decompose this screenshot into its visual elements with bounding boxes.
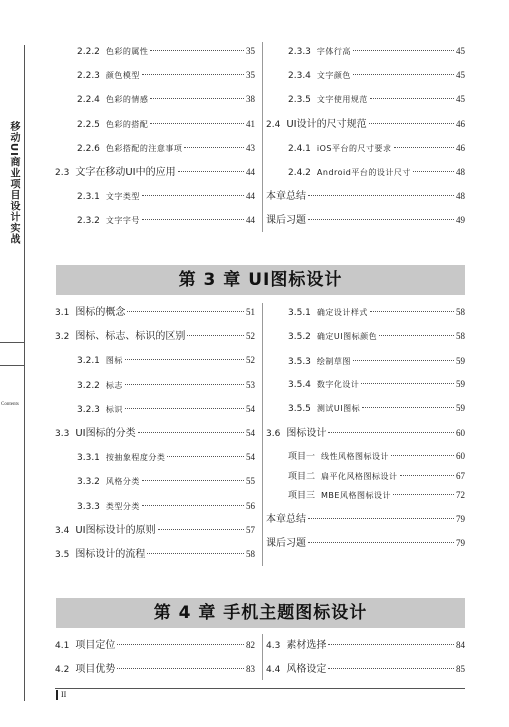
dot-leader	[142, 480, 244, 481]
toc-entry[interactable]	[288, 139, 465, 157]
toc-entry-number: 3.2.1	[77, 356, 100, 367]
toc-entry-page: 52	[246, 355, 255, 366]
toc-entry-title: 确定UI图标颜色	[316, 332, 378, 341]
dot-leader	[353, 50, 454, 51]
toc-entry-number: 3.3.1	[77, 453, 100, 464]
toc-entry-page: 58	[456, 307, 465, 317]
toc-entry-title: 风格分类	[105, 477, 140, 487]
toc-entry-number: 项目一	[288, 452, 316, 462]
toc-entry[interactable]	[288, 303, 465, 321]
dot-leader	[400, 475, 454, 476]
dot-leader	[353, 74, 454, 75]
contents-label: Contents	[1, 402, 19, 407]
toc-entry-number: 3.1	[55, 308, 70, 318]
toc-entry-number: 4.2	[55, 665, 70, 675]
toc-entry-number: 2.3.2	[77, 216, 100, 227]
dot-leader	[393, 494, 454, 495]
toc-entry-page: 59	[456, 403, 465, 413]
toc-entry-number: 2.4	[266, 119, 281, 130]
dot-leader	[147, 553, 244, 554]
toc-entry-page: 79	[456, 514, 465, 524]
dot-leader	[150, 98, 244, 99]
toc-entry[interactable]	[77, 351, 255, 369]
toc-entry[interactable]	[77, 376, 255, 394]
toc-entry-page: 35	[246, 46, 255, 56]
toc-entry-title: 线性风格图标设计	[321, 452, 390, 461]
toc-entry[interactable]	[55, 660, 255, 678]
toc-entry[interactable]	[288, 352, 465, 370]
page-number: II	[56, 690, 66, 700]
toc-entry-number: 4.3	[266, 641, 281, 651]
toc-entry[interactable]	[266, 187, 465, 205]
toc-entry-title: iOS平台的尺寸要求	[316, 143, 392, 153]
toc-entry-title: 标志	[105, 380, 123, 390]
toc-entry[interactable]	[288, 42, 465, 60]
toc-entry-page: 85	[456, 664, 465, 674]
toc-entry[interactable]	[266, 534, 465, 552]
toc-entry-title: 文字字号	[105, 216, 140, 226]
toc-entry[interactable]	[77, 472, 255, 490]
dot-leader	[142, 219, 244, 220]
toc-entry-number: 2.2.5	[77, 119, 100, 130]
toc-entry-number: 项目二	[288, 472, 316, 482]
toc-entry-page: 60	[456, 428, 465, 438]
toc-entry[interactable]	[55, 424, 255, 442]
toc-entry[interactable]	[266, 636, 465, 654]
toc-entry-number: 2.3.1	[77, 192, 100, 203]
toc-entry-title: 素材选择	[286, 640, 327, 651]
toc-entry-title: 标识	[105, 404, 123, 414]
toc-entry-page: 67	[456, 471, 465, 481]
toc-entry-number: 项目三	[288, 491, 316, 501]
toc-entry-page: 56	[246, 500, 255, 511]
toc-entry-title: UI设计的尺寸规范	[286, 118, 367, 130]
toc-entry-page: 44	[246, 191, 255, 202]
side-divider-top	[0, 342, 24, 343]
toc-entry-number: 2.4.1	[288, 143, 311, 154]
toc-entry-page: 54	[246, 452, 255, 463]
dot-leader	[362, 407, 454, 408]
dot-leader	[150, 123, 244, 124]
toc-entry-page: 46	[456, 142, 465, 153]
toc-entry-page: 59	[456, 356, 465, 366]
toc-entry-number: 2.3.4	[288, 71, 311, 82]
dot-leader	[308, 219, 454, 220]
toc-entry[interactable]	[266, 660, 465, 678]
toc-entry[interactable]	[266, 211, 465, 229]
toc-entry-number: 2.2.3	[77, 71, 100, 82]
toc-entry[interactable]	[77, 400, 255, 418]
dot-leader	[117, 644, 244, 645]
toc-entry-page: 35	[246, 70, 255, 81]
toc-entry[interactable]	[55, 163, 255, 181]
toc-entry-page: 44	[246, 215, 255, 226]
dot-leader	[328, 432, 454, 433]
dot-leader	[178, 171, 244, 172]
chapter-3-header: 第 3 章 UI图标设计	[56, 265, 465, 295]
dot-leader	[187, 335, 244, 336]
dot-leader	[142, 195, 244, 196]
toc-entry-page: 48	[456, 167, 465, 177]
toc-entry-page: 52	[246, 331, 255, 342]
toc-entry-number: 3.3	[55, 429, 70, 439]
toc-entry[interactable]	[288, 66, 465, 84]
toc-entry-title: 类型分类	[105, 501, 140, 511]
toc-entry-page: 49	[456, 215, 465, 226]
dot-leader	[370, 311, 454, 312]
toc-entry-page: 41	[246, 118, 255, 129]
toc-entry-page: 54	[246, 428, 255, 438]
toc-entry-title: 项目优势	[75, 664, 116, 675]
toc-entry-title: 测试UI图标	[316, 404, 361, 413]
toc-entry-page: 83	[246, 664, 255, 674]
toc-entry-page: 44	[246, 167, 255, 177]
toc-entry-title: 图标设计的流程	[75, 549, 146, 560]
toc-entry-number: 3.2.2	[77, 380, 100, 391]
dot-leader	[328, 668, 454, 669]
toc-entry-page: 43	[246, 142, 255, 153]
dot-leader	[394, 147, 454, 148]
toc-entry-page: 51	[246, 307, 255, 317]
toc-entry-page: 72	[456, 490, 465, 500]
toc-entry-page: 45	[456, 94, 465, 105]
toc-entry-title: 本章总结	[266, 191, 306, 203]
toc-entry-page: 58	[246, 549, 255, 559]
dot-leader	[167, 456, 244, 457]
toc-entry[interactable]	[288, 375, 465, 393]
toc-entry-page: 54	[246, 403, 255, 414]
toc-entry[interactable]	[77, 42, 255, 60]
toc-entry-page: 45	[456, 70, 465, 81]
toc-entry-title: MBE风格图标设计	[321, 491, 391, 500]
toc-entry-title: 确定设计样式	[316, 308, 368, 317]
dot-leader	[308, 542, 454, 543]
toc-entry-title: 文字在移动UI中的应用	[75, 167, 176, 178]
toc-entry-title: 色彩的情感	[105, 95, 149, 105]
toc-entry[interactable]	[266, 115, 465, 133]
toc-entry-title: 色彩的属性	[105, 47, 149, 56]
toc-entry-page: 45	[456, 46, 465, 56]
dot-leader	[370, 98, 454, 99]
toc-entry[interactable]	[55, 327, 255, 345]
toc-entry-title: 图标的概念	[75, 307, 126, 318]
toc-entry[interactable]	[55, 521, 255, 539]
book-title: 移动UI商业项目设计实战	[8, 121, 19, 245]
toc-entry[interactable]	[77, 115, 255, 133]
toc-entry-page: 55	[246, 476, 255, 487]
toc-entry[interactable]	[288, 90, 465, 108]
toc-entry-title: 项目定位	[75, 640, 116, 651]
toc-entry-title: UI图标设计的原则	[75, 524, 156, 536]
toc-entry-page: 46	[456, 118, 465, 129]
toc-entry-page: 84	[456, 640, 465, 650]
toc-entry[interactable]	[288, 163, 465, 181]
toc-entry-number: 3.2	[55, 332, 70, 343]
chapter-4-header: 第 4 章 手机主题图标设计	[56, 598, 465, 628]
toc-entry-title: 本章总结	[266, 514, 306, 525]
toc-entry-number: 3.3.2	[77, 477, 100, 488]
dot-leader	[184, 147, 244, 148]
dot-leader	[308, 518, 454, 519]
toc-entry-title: 文字颜色	[316, 71, 351, 81]
column-divider	[262, 42, 263, 232]
toc-entry-number: 3.5.1	[288, 308, 311, 318]
dot-leader	[379, 335, 454, 336]
toc-entry-number: 3.6	[266, 429, 281, 439]
toc-entry[interactable]	[266, 510, 465, 528]
toc-entry-page: 57	[246, 524, 255, 535]
toc-entry-title: 按抽象程度分类	[105, 453, 166, 463]
dot-leader	[158, 529, 244, 530]
toc-entry-page: 53	[246, 379, 255, 390]
toc-entry[interactable]	[77, 187, 255, 205]
toc-entry[interactable]	[288, 327, 465, 345]
toc-entry[interactable]	[266, 424, 465, 442]
toc-entry-page: 48	[456, 191, 465, 202]
toc-entry-title: 文字类型	[105, 192, 140, 202]
toc-entry-title: 图标	[105, 356, 123, 366]
toc-entry-number: 3.5.4	[288, 380, 311, 390]
toc-entry[interactable]	[55, 636, 255, 654]
toc-entry[interactable]	[77, 497, 255, 515]
toc-entry-number: 2.2.6	[77, 143, 100, 154]
dot-leader	[353, 360, 454, 361]
toc-entry-number: 3.3.3	[77, 501, 100, 512]
toc-entry-number: 2.3.5	[288, 95, 311, 106]
toc-entry-number: 3.2.3	[77, 404, 100, 415]
toc-entry-page: 38	[246, 94, 255, 105]
toc-entry[interactable]	[55, 303, 255, 321]
toc-entry-title: 颜色模型	[105, 71, 140, 81]
toc-entry-number: 3.5.3	[288, 357, 311, 367]
toc-entry-title: 风格设定	[286, 664, 327, 675]
side-margin	[0, 45, 25, 701]
toc-entry-number: 3.5.5	[288, 404, 311, 414]
toc-entry-title: 图标、标志、标识的区别	[75, 331, 186, 343]
dot-leader	[369, 123, 454, 124]
toc-entry-page: 82	[246, 640, 255, 650]
toc-entry-number: 2.2.2	[77, 47, 100, 57]
dot-leader	[142, 74, 244, 75]
dot-leader	[361, 383, 454, 384]
toc-entry-page: 58	[456, 331, 465, 341]
dot-leader	[138, 432, 244, 433]
toc-entry-title: 文字使用规范	[316, 95, 368, 105]
toc-entry-title: Android平台的设计尺寸	[316, 168, 411, 177]
toc-entry-page: 79	[456, 538, 465, 548]
dot-leader	[150, 50, 244, 51]
footer-rule	[55, 688, 465, 689]
toc-entry-title: 绘制草图	[316, 357, 351, 366]
dot-leader	[125, 384, 244, 385]
toc-entry[interactable]	[55, 545, 255, 563]
toc-entry-number: 3.4	[55, 525, 70, 536]
dot-leader	[308, 195, 454, 196]
column-divider	[262, 634, 263, 680]
toc-entry[interactable]	[77, 66, 255, 84]
toc-entry[interactable]	[288, 486, 465, 504]
toc-entry-number: 4.1	[55, 641, 70, 651]
toc-entry-title: UI图标的分类	[75, 428, 136, 439]
toc-entry-number: 3.5	[55, 550, 70, 560]
toc-entry-title: 扁平化风格图标设计	[321, 472, 398, 481]
dot-leader	[413, 171, 454, 172]
toc-entry-number: 2.3	[55, 168, 70, 178]
dot-leader	[328, 644, 454, 645]
toc-entry[interactable]	[77, 90, 255, 108]
toc-entry-title: 色彩的搭配	[105, 119, 149, 129]
toc-entry[interactable]	[77, 211, 255, 229]
toc-entry-number: 3.5.2	[288, 332, 311, 342]
toc-entry-page: 60	[456, 451, 465, 461]
toc-entry-number: 4.4	[266, 665, 281, 675]
dot-leader	[125, 359, 244, 360]
toc-entry-number: 2.4.2	[288, 168, 311, 178]
toc-entry-title: 色彩搭配的注意事项	[105, 143, 183, 153]
toc-entry-title: 课后习题	[266, 538, 306, 549]
toc-entry-number: 2.2.4	[77, 95, 100, 106]
toc-entry-number: 2.3.3	[288, 47, 311, 57]
toc-entry-title: 图标设计	[286, 428, 327, 439]
dot-leader	[142, 505, 244, 506]
toc-entry-title: 课后习题	[266, 215, 306, 227]
toc-entry[interactable]	[288, 447, 465, 465]
dot-leader	[117, 668, 244, 669]
toc-entry[interactable]	[77, 139, 255, 157]
toc-entry[interactable]	[288, 467, 465, 485]
column-divider	[262, 303, 263, 566]
toc-entry-title: 数字化设计	[316, 380, 360, 389]
dot-leader	[127, 311, 244, 312]
toc-entry-page: 59	[456, 379, 465, 389]
dot-leader	[125, 408, 244, 409]
dot-leader	[391, 455, 454, 456]
toc-entry-title: 字体行高	[316, 47, 351, 56]
toc-entry[interactable]	[288, 399, 465, 417]
toc-entry[interactable]	[77, 448, 255, 466]
side-divider-bottom	[0, 365, 24, 366]
